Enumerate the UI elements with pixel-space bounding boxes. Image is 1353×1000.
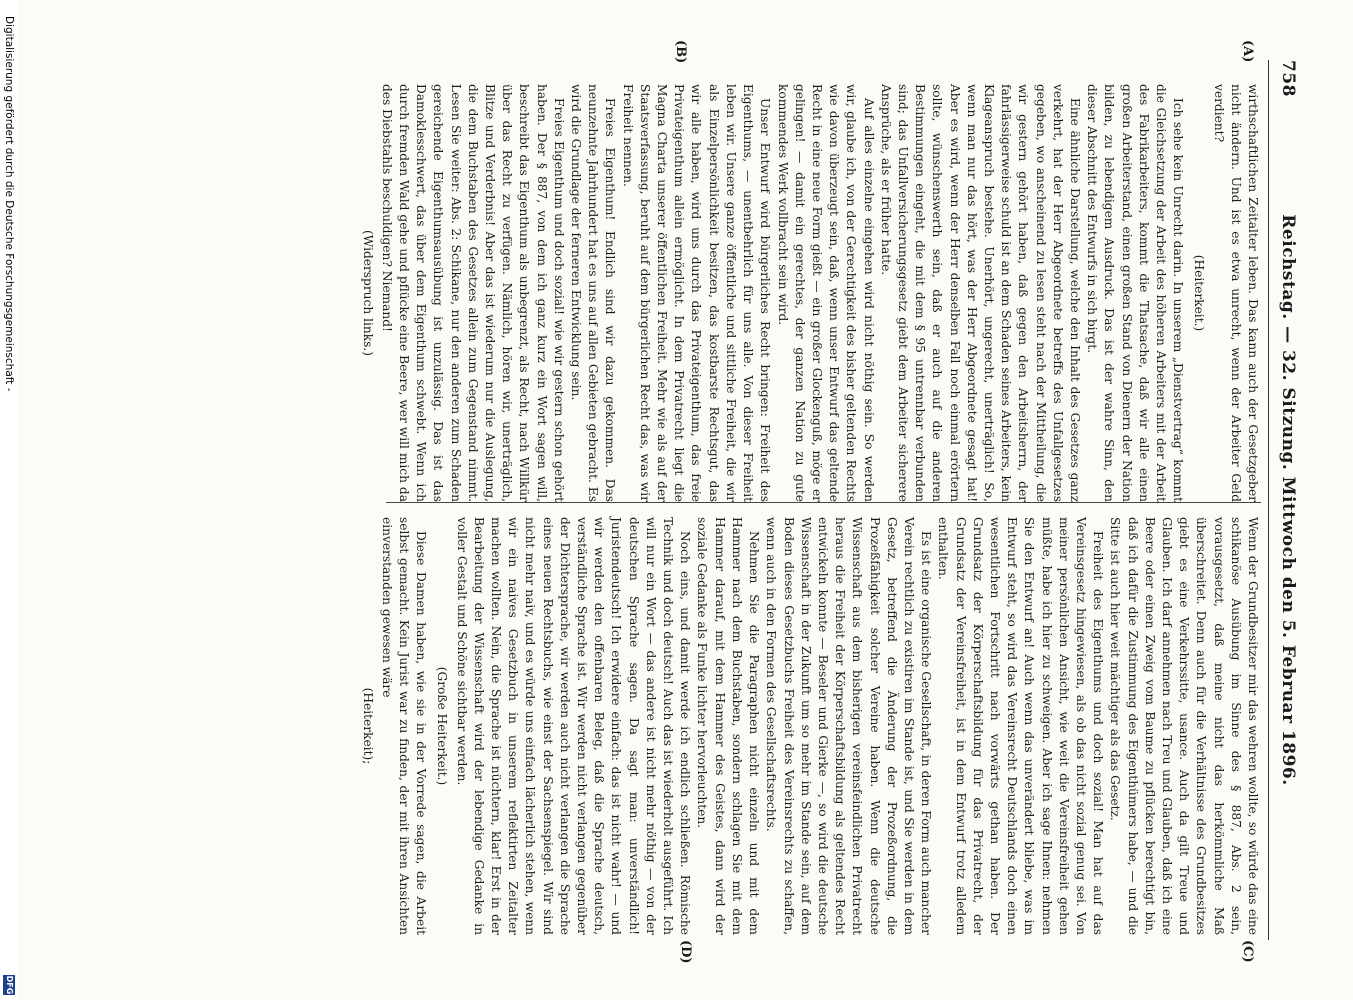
paragraph: Diese Damen haben, wie sie in der Vorrede sagen, die Arbeit selbst gemacht. Kein Jurist war zu finden, der mit ihren Ansichten einverstanden gewesen wäre bbox=[379, 517, 429, 935]
running-title: Reichstag. — 32. Sitzung. Mittwoch den 5. Februar 1896. bbox=[1278, 214, 1298, 786]
digitization-footer bbox=[0, 0, 18, 1000]
paragraph: Freies Eigenthum und doch sozial! wie wir gestern schon gehört haben. Der § 887, von dem ich ganz kurz ein Wort sagen will, beschreibt das Eigenthum als unbegrenzt, als Recht, nach Willkür über das Recht zu verfügen. Nämlich, hören wir, unerträglich, Blitze und Verderbnis! Aber das ist wiederum nur die Auslegung, die dem Buchstaben des Gesetzes allein zum Gegenstand nimmt. Lesen Sie weiter: Abs. 2: Schikane, nur den anderen zum Schaden gereichende Eigenthumsausübung ist unzulässig. Das ist das Damoklesschwert, das über dem Eigenthum schwebt. Wenn ich durch fremden Wald gehe und pflücke eine Beere, wer will mich da des Diebstahls beschuldigen? Niemand! bbox=[379, 84, 566, 502]
page-header bbox=[1274, 60, 1298, 940]
page-number: 758 bbox=[1278, 60, 1298, 97]
margin-marker-b: (B) bbox=[673, 40, 688, 64]
paragraph: Freies Eigenthum! Endlich sind wir dazu gekommen. Das neunzehnte Jahrhundert hat es uns auf allen Gebieten gebracht. Es wird die Grundlage der ferneren Entwicklung sein. bbox=[569, 84, 618, 502]
paragraph: Eine ähnliche Darstellung, welche den Inhalt des Gesetzes ganz verkehrt, hat der Herr Abgeordnete betreffs des Unfallgesetzes gegeben, wo anscheinend zu lesen steht nach der Mittheilung, die wir gestern gehört haben, daß gegen den Arbeitsherrn, der fahrlässigerweise schuld ist an dem Schaden seines Arbeiters, kein Klageanspruch bestehe. Unerhört, ungerecht, unerträglich! So, wenn man nur das hört, was der Herr Abgeordnete gesagt hat! Aber es wird, wenn der Herr denselben Fall noch einmal erörtern sollte, wünschenswerth sein, daß er auch auf die anderen Bestimmungen eingeht, die mit dem § 95 untrennbar verbunden sind; das Unfallversicherungsgesetz giebt dem Arbeiter sicherere Ansprüche, als er früher hatte. bbox=[878, 84, 1082, 502]
margin-marker-a: (A) bbox=[1240, 40, 1255, 63]
margin-marker-d: (D) bbox=[678, 940, 693, 964]
paragraph: Wenn der Grundbesitzer mir das wehren wollte, so würde das eine schikanöse Ausübung im Sinne des § 887, Abs. 2 sein, vorausgesetzt, daß meine nicht das herkömmliche Maß überschreitet. Denn auch für die Verhältnisse des Grundbesitzes giebt es eine Verkehrssitte, usance. Auch da gilt Treue und Glauben. Ich darf annehmen nach Treu und Glauben, daß ich eine Beere oder einen Zweig vom Baume zu pflücken berechtigt bin, daß ich dafür die Zustimmung des Eigenthümers habe, — und die Sitte ist auch hier weit mächtiger als das Gesetz. bbox=[1108, 517, 1260, 935]
stage-direction: (Widerspruch links.) bbox=[360, 230, 375, 356]
margin-marker-c: (C) bbox=[1240, 940, 1255, 963]
header-rule bbox=[1268, 60, 1269, 940]
paragraph: wirthschaftlichen Zeitalter leben. Das kann auch der Gesetzgeber nicht ändern. Und ist es etwa unrecht, wenn der Arbeiter Geld verdient? bbox=[1211, 84, 1260, 502]
digitization-credit: Digitalisierung gefördert durch die Deutsche Forschungsgemeinschaft - bbox=[3, 16, 15, 392]
paragraph: Freiheit des Eigenthums und doch sozial! Man hat auf das Vereinsgesetz hingewiesen, als ob das nicht sozial genug sei. Von meiner persönlichen Ansicht, wie weit die Vereinsfreiheit gehen müßte, habe ich hier zu schweigen. Aber ich sage Ihnen: nehmen Sie den Entwurf an! Auch wenn das unverändert bliebe, was im Entwurf steht, so wird das Vereinsrecht Deutschlands doch einen wesentlichen Fortschritt nach vorwärts gethan haben. Der Grundsatz der Körperschaftsbildung für das Privatrecht, der Grundsatz der Vereinsfreiheit, ist in dem Entwurf trotz alledem enthalten. bbox=[936, 517, 1106, 935]
stage-direction: (Große Heiterkeit.) bbox=[435, 666, 450, 786]
stage-direction: (Heiterkeit); bbox=[360, 687, 375, 765]
paragraph: Ich sehe kein Unrecht darin. In unserem „Dienstvertrag“ kommt die Gleichsetzung der Arbeit des höheren Arbeiters mit der Arbeit des Fabrikarbeiters, kommt die Thatsache, daß wir alle einen großen Arbeiterstand, einen großen Stand von Dienern der Nation bilden, zu lebendigem Ausdruck. Das ist der wahre Sinn, den dieser Abschnitt des Entwurfs in sich birgt. bbox=[1085, 84, 1186, 502]
paragraph: Unser Entwurf wird bürgerliches Recht bringen: Freiheit des Eigenthums, — unentbehrlich für uns alle. Von dieser Freiheit leben wir. Unsere ganze öffentliche und sittliche Freiheit, die wir als Einzelpersönlichkeit besitzen, das kostbarste Rechtsgut, das wir alle haben, wird uns durch das Privateigenthum, das freie Privateigenthum allein ermöglicht. In dem Privatrecht liegt die Magna Charta unserer öffentlichen Freiheit. Mehr wie als auf der Staatsverfassung, beruht auf dem bürgerlichen Recht das, was wir Freiheit nennen. bbox=[620, 84, 773, 502]
paragraph: Noch eins, und damit werde ich endlich schließen. Römische Technik und doch deutsch! Auch das ist wiederholt ausgeführt. Ich will nur ein Wort — das andere ist nicht mehr nöthig — von der deutschen Sprache sagen. Da sagt man: unverständlich! Juristendeutsch! Ich erwidere einfach: das ist nicht wahr! — und wir werden den offenbaren Beleg, daß die Sprache deutsch, verständliche Sprache ist. Wir werden nicht verlangen gegenüber der Dichtersprache, wir werden auch nicht verlangen die Sprache eines neuen Rechtsbuchs, wie einst der Sachsenspiegel. Wir sind nicht mehr naiv, und es würde uns einfach lächerlich stehen, wenn wir ein naives Gesetzbuch in unserem reflektirten Zeitalter machen wollten. Nein, die Sprache ist nüchtern, klar! Erst in der Bearbeitung der Wissenschaft wird der lebendige Gedanke in voller Gestalt und Schöne sichtbar werden. bbox=[454, 517, 693, 935]
column-divider bbox=[386, 502, 1261, 503]
dfg-logo: DFG bbox=[5, 975, 14, 995]
right-text-column bbox=[354, 517, 1261, 935]
left-text-column bbox=[354, 84, 1261, 502]
paragraph: Es ist eine organische Gesellschaft, in deren Form auch mancher Verein rechtlich zu existiren im Stande ist, und Sie werden in dem Gesetz, betreffend die Änderung der Prozeßordnung, die Prozeßfähigkeit solcher Vereine haben. Wenn die deutsche Wissenschaft aus dem bisherigen vereinsfeindlichen Privatrecht heraus die Freiheit der Körperschaftsbildung als geltendes Recht entwickeln konnte — Beseler und Gierke —, so wird die deutsche Wissenschaft in der Zukunft um so mehr im Stande sein, auf dem Boden dieses Gesetzbuchs Freiheit des Vereinsrechts zu schaffen, wenn auch in den Formen des Gesellschaftsrechts. bbox=[764, 517, 934, 935]
stage-direction: (Heiterkeit.) bbox=[1192, 254, 1207, 332]
paragraph: Auf alles einzelne eingehen wird nicht nöthig sein. So werden wir, glaube ich, von der Gerechtigkeit des bisher geltenden Rechts wie davon überzeugt sein, daß, wenn unser Entwurf das geltende Recht in eine neue Form gießt — ein großer Glockenguß, möge er gelingen! — damit ein gerechtes, der ganzen Nation zu gute kommendes Werk vollbracht sein wird. bbox=[775, 84, 876, 502]
paragraph: Nehmen Sie die Paragraphen nicht einzeln und mit dem Hammer nach dem Buchstaben, sondern schlagen Sie mit dem Hammer darauf, mit dem Hammer des Geistes, dann wird der soziale Gedanke als Funke lichter hervorleuchten. bbox=[695, 517, 762, 935]
